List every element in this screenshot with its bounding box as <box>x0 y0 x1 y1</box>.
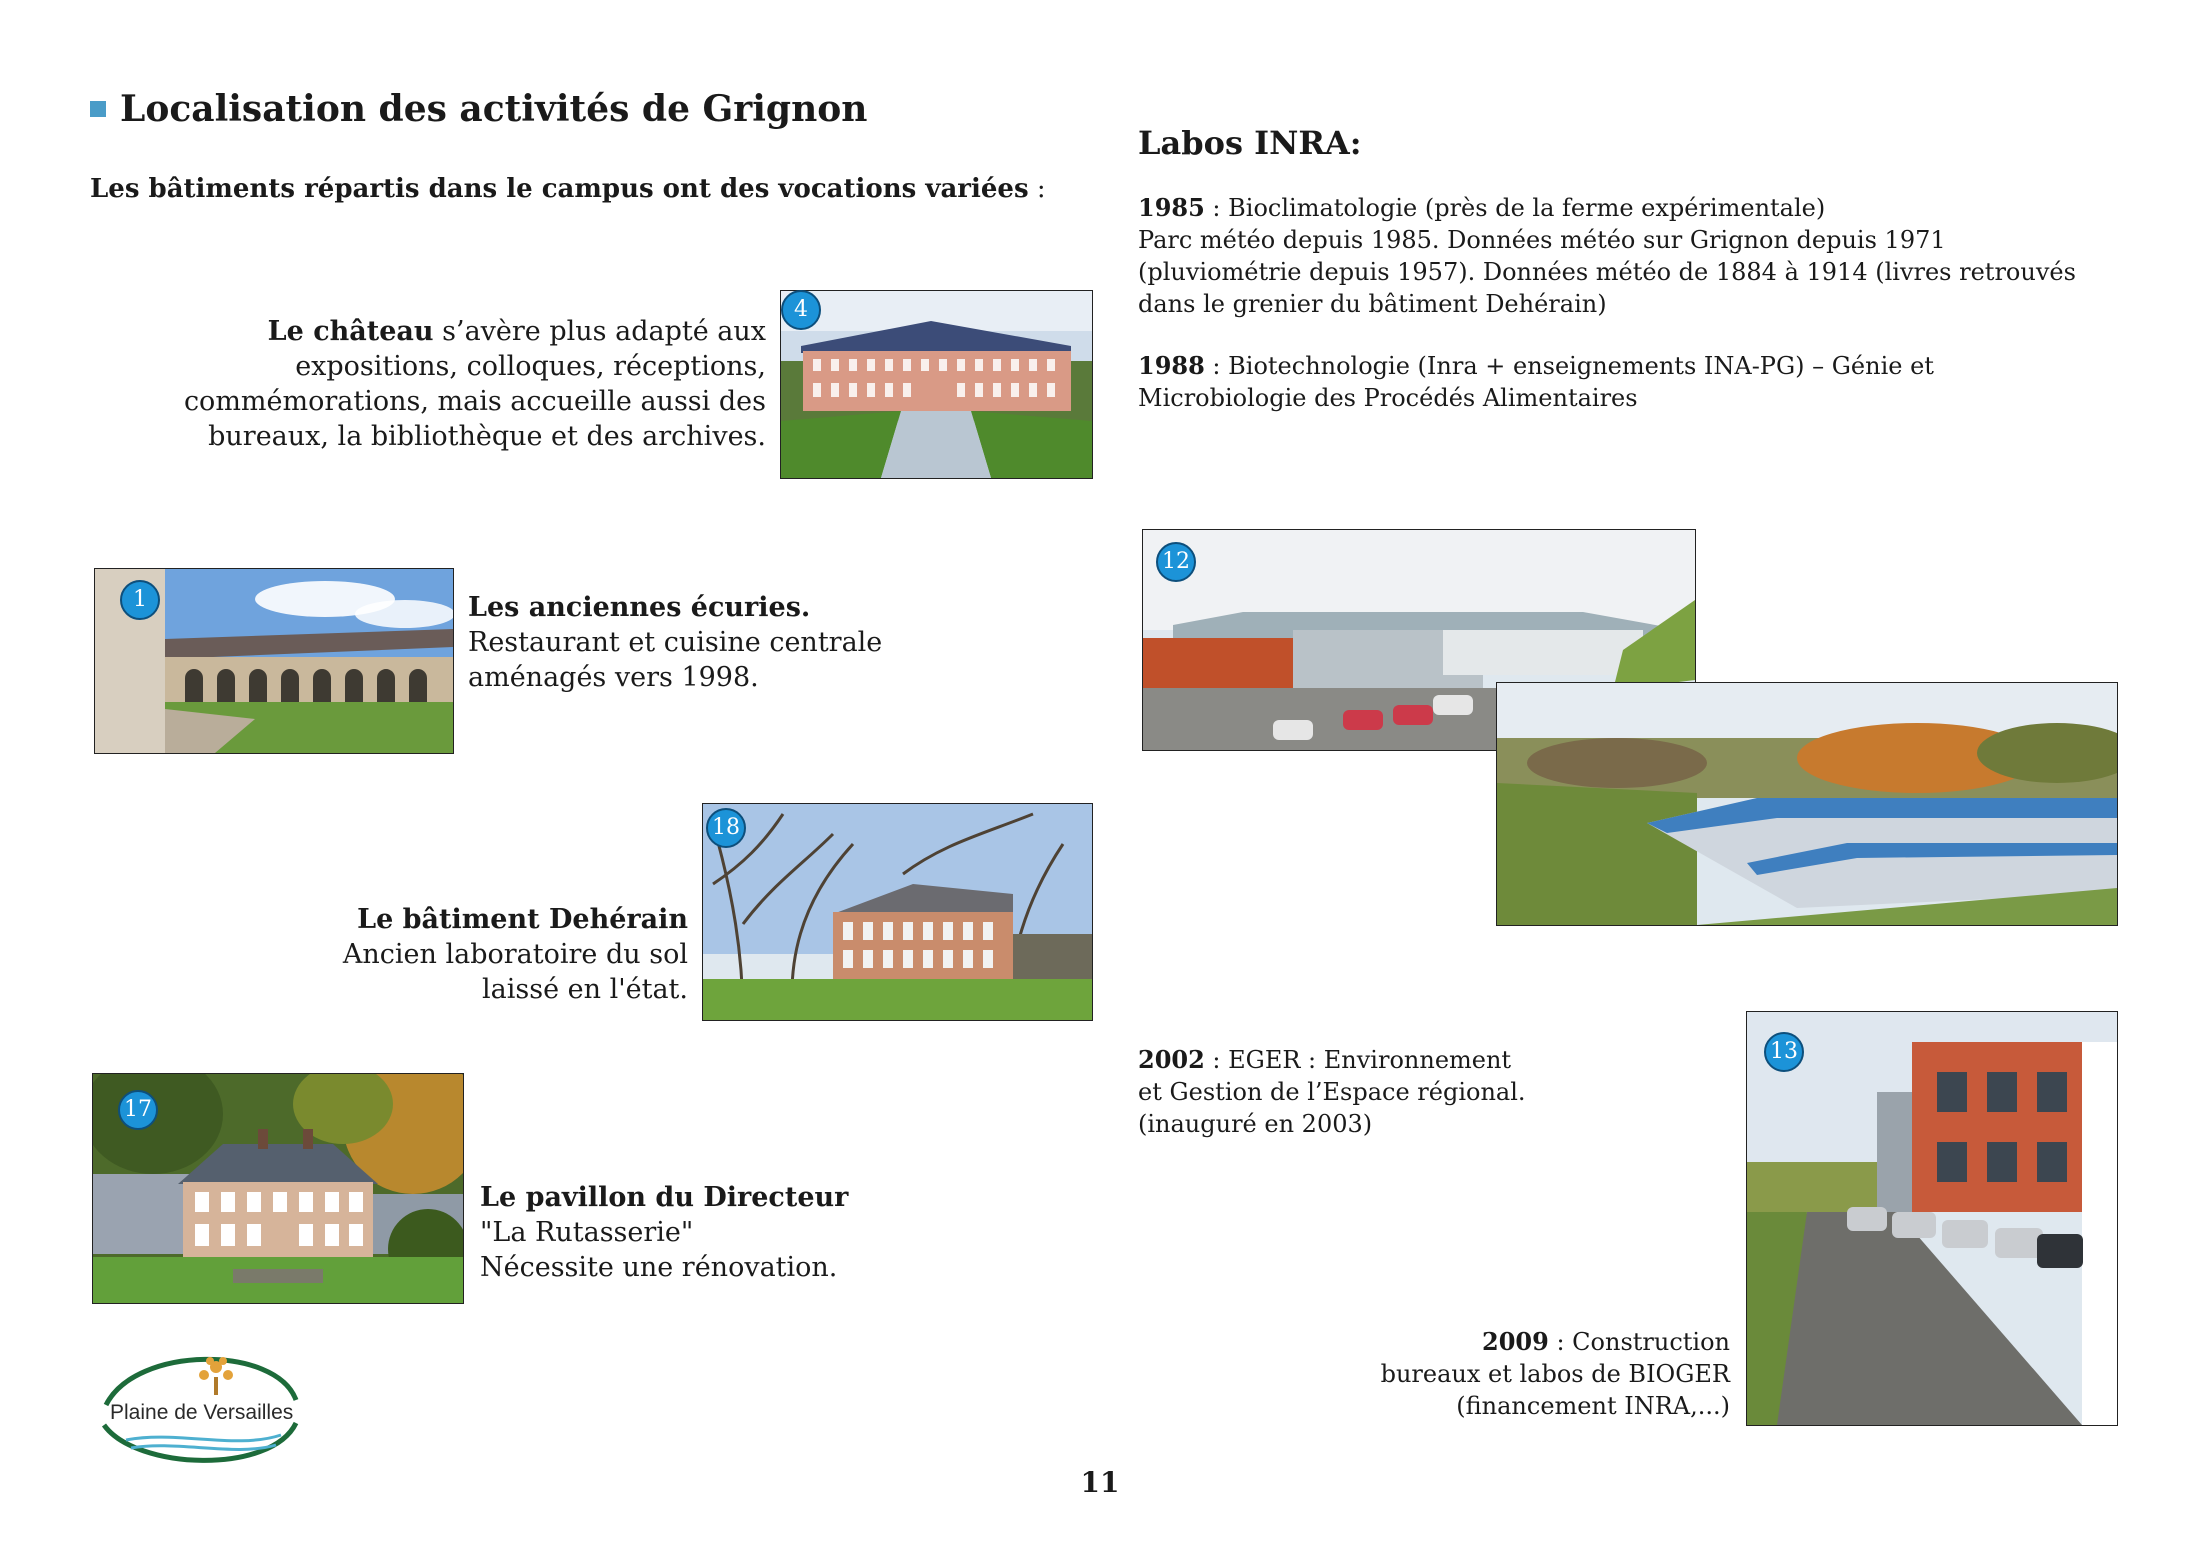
page-number: 11 <box>1080 1466 1120 1499</box>
badge-4-icon: 4 <box>781 290 821 330</box>
plaine-de-versailles-logo: Plaine de Versailles <box>96 1345 306 1473</box>
page-subtitle: Les bâtiments répartis dans le campus ont des vocations variées : <box>90 174 1046 204</box>
labos-2002: 2002 : EGER : Environnement et Gestion de l’Espace régional. (inauguré en 2003) <box>1138 1045 1526 1138</box>
labos-1985: 1985 : Bioclimatologie (près de la ferme expérimentale) Parc météo depuis 1985. Données météo sur Grignon depuis 1971 (pluviométrie depuis 1957). Données météo de 1884 à 1914 (livres retrouvés dans le grenier du bâtiment Dehérain) <box>1138 193 2076 318</box>
labos-1988: 1988 : Biotechnologie (Inra + enseignements INA-PG) – Génie et Microbiologie des Procédés Alimentaires <box>1138 351 1934 412</box>
badge-18-icon: 18 <box>706 808 746 848</box>
pavillon-caption: Le pavillon du Directeur "La Rutasserie" Nécessite une rénovation. <box>480 1182 849 1283</box>
ecuries-caption: Les anciennes écuries. Restaurant et cuisine centrale aménagés vers 1998. <box>468 592 883 693</box>
deherain-caption: Le bâtiment Dehérain Ancien laboratoire du sol laissé en l'état. <box>342 904 688 1005</box>
title-bullet-icon <box>90 101 106 117</box>
page-title: Localisation des activités de Grignon <box>90 88 867 130</box>
badge-17-icon: 17 <box>118 1090 158 1130</box>
deherain-illustration <box>703 804 1092 1020</box>
chateau-caption: Le château s’avère plus adapté aux expositions, colloques, réceptions, commémorations, mais accueille aussi des bureaux, la bibliothèque et des archives. <box>183 316 766 452</box>
labo-2009-photo <box>1746 1011 2118 1426</box>
badge-12-icon: 12 <box>1156 542 1196 582</box>
badge-1-icon: 1 <box>120 580 160 620</box>
labo-campus-illustration <box>1497 683 2117 925</box>
chateau-photo <box>780 290 1093 479</box>
labo-2009-illustration <box>1747 1012 2117 1425</box>
labos-heading: Labos INRA: <box>1138 124 1362 162</box>
chateau-illustration <box>781 291 1092 478</box>
deherain-photo <box>702 803 1093 1021</box>
labos-2009: 2009 : Construction bureaux et labos de BIOGER (financement INRA,...) <box>1380 1327 1730 1420</box>
labo-campus-photo <box>1496 682 2118 926</box>
badge-13-icon: 13 <box>1764 1032 1804 1072</box>
